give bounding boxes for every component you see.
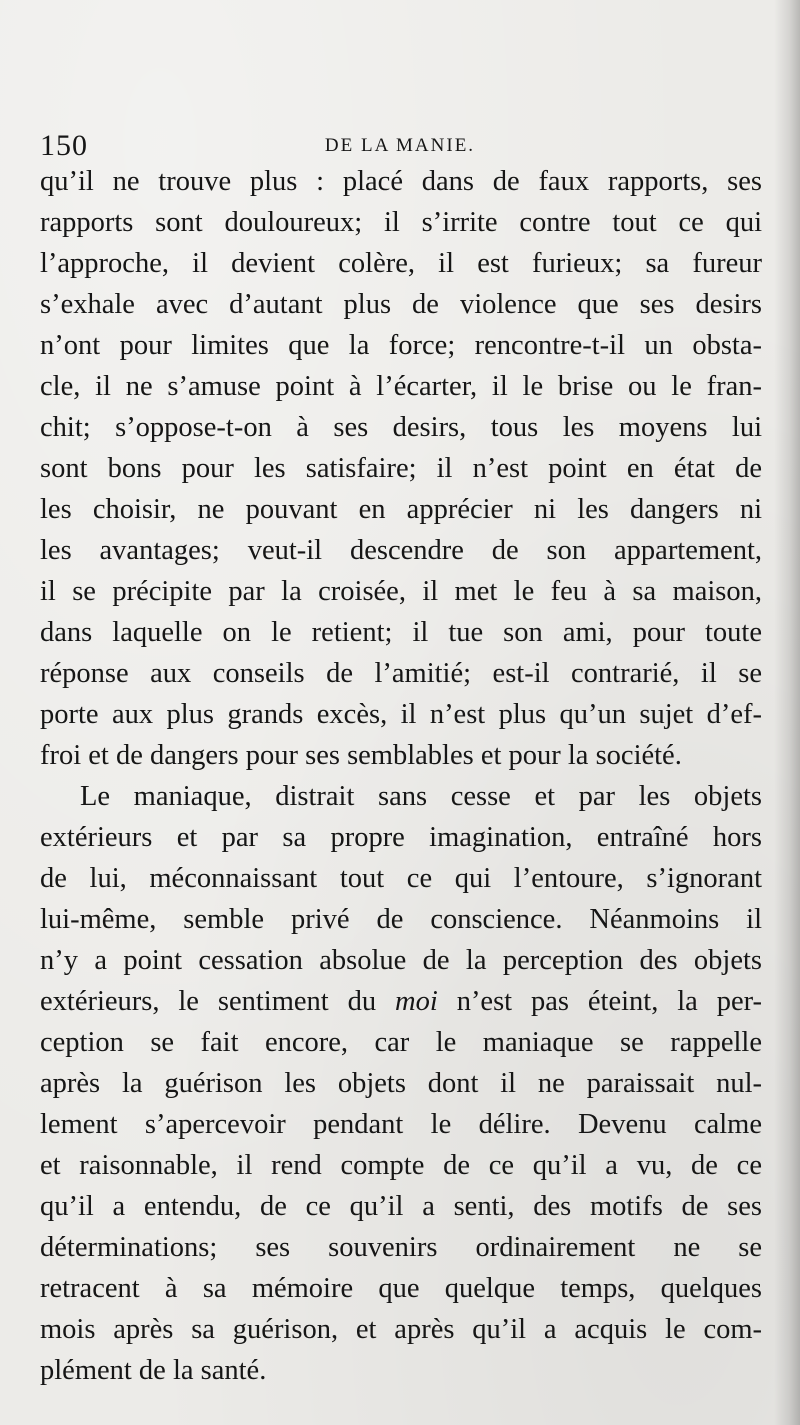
text-line: n’ont pour limites que la force; rencontre-t-il un obsta- [40,330,762,361]
text-line: il se précipite par la croisée, il met le feu à sa maison, [40,576,762,607]
text-segment: n’est pas éteint, la per- [456,986,763,1017]
text-line: sont bons pour les satisfaire; il n’est point en état de [40,453,762,484]
page-number: 150 [40,129,88,162]
text-line: qu’il ne trouve plus : placé dans de faux rapports, ses [40,166,762,197]
italic-word: moi [395,986,438,1017]
text-line-with-italic [40,974,762,1015]
running-head: DE LA MANIE. [324,135,476,156]
text-segment: extérieurs, le sentiment du [40,986,377,1017]
text-line: rapports sont douloureux; il s’irrite contre tout ce qui [40,207,762,238]
text-line: lement s’apercevoir pendant le délire. Devenu calme [40,1109,762,1140]
text-line: réponse aux conseils de l’amitié; est-il contrarié, il se [40,658,762,689]
text-line: lui-même, semble privé de conscience. Néanmoins il [40,904,762,935]
text-line: dans laquelle on le retient; il tue son ami, pour toute [40,617,762,648]
spine-shadow [774,0,800,1425]
text-line: porte aux plus grands excès, il n’est plus qu’un sujet d’ef- [40,699,762,730]
paragraph-first-line: Le maniaque, distrait sans cesse et par les objets [80,781,762,812]
text-line: les avantages; veut-il descendre de son appartement, [40,535,762,566]
text-line: les choisir, ne pouvant en apprécier ni les dangers ni [40,494,762,525]
text-line: retracent à sa mémoire que quelque temps, quelques [40,1273,762,1304]
text-line: de lui, méconnaissant tout ce qui l’entoure, s’ignorant [40,863,762,894]
text-line: ception se fait encore, car le maniaque se rappelle [40,1027,762,1058]
text-line: s’exhale avec d’autant plus de violence que ses desirs [40,289,762,320]
text-line: mois après sa guérison, et après qu’il a acquis le com- [40,1314,762,1345]
text-line: extérieurs et par sa propre imagination, entraîné hors [40,822,762,853]
text-line: déterminations; ses souvenirs ordinairement ne se [40,1232,762,1263]
text-line: cle, il ne s’amuse point à l’écarter, il le brise ou le fran- [40,371,762,402]
text-line: froi et de dangers pour ses semblables et pour la société. [40,740,682,771]
text-line: qu’il a entendu, de ce qu’il a senti, des motifs de ses [40,1191,762,1222]
text-line: plément de la santé. [40,1355,267,1386]
text-line: et raisonnable, il rend compte de ce qu’il a vu, de ce [40,1150,762,1181]
text-line: n’y a point cessation absolue de la perception des objets [40,945,762,976]
text-line: chit; s’oppose-t-on à ses desirs, tous les moyens lui [40,412,762,443]
body-text [40,154,762,1384]
text-line: l’approche, il devient colère, il est furieux; sa fureur [40,248,762,279]
text-line: après la guérison les objets dont il ne paraissait nul- [40,1068,762,1099]
